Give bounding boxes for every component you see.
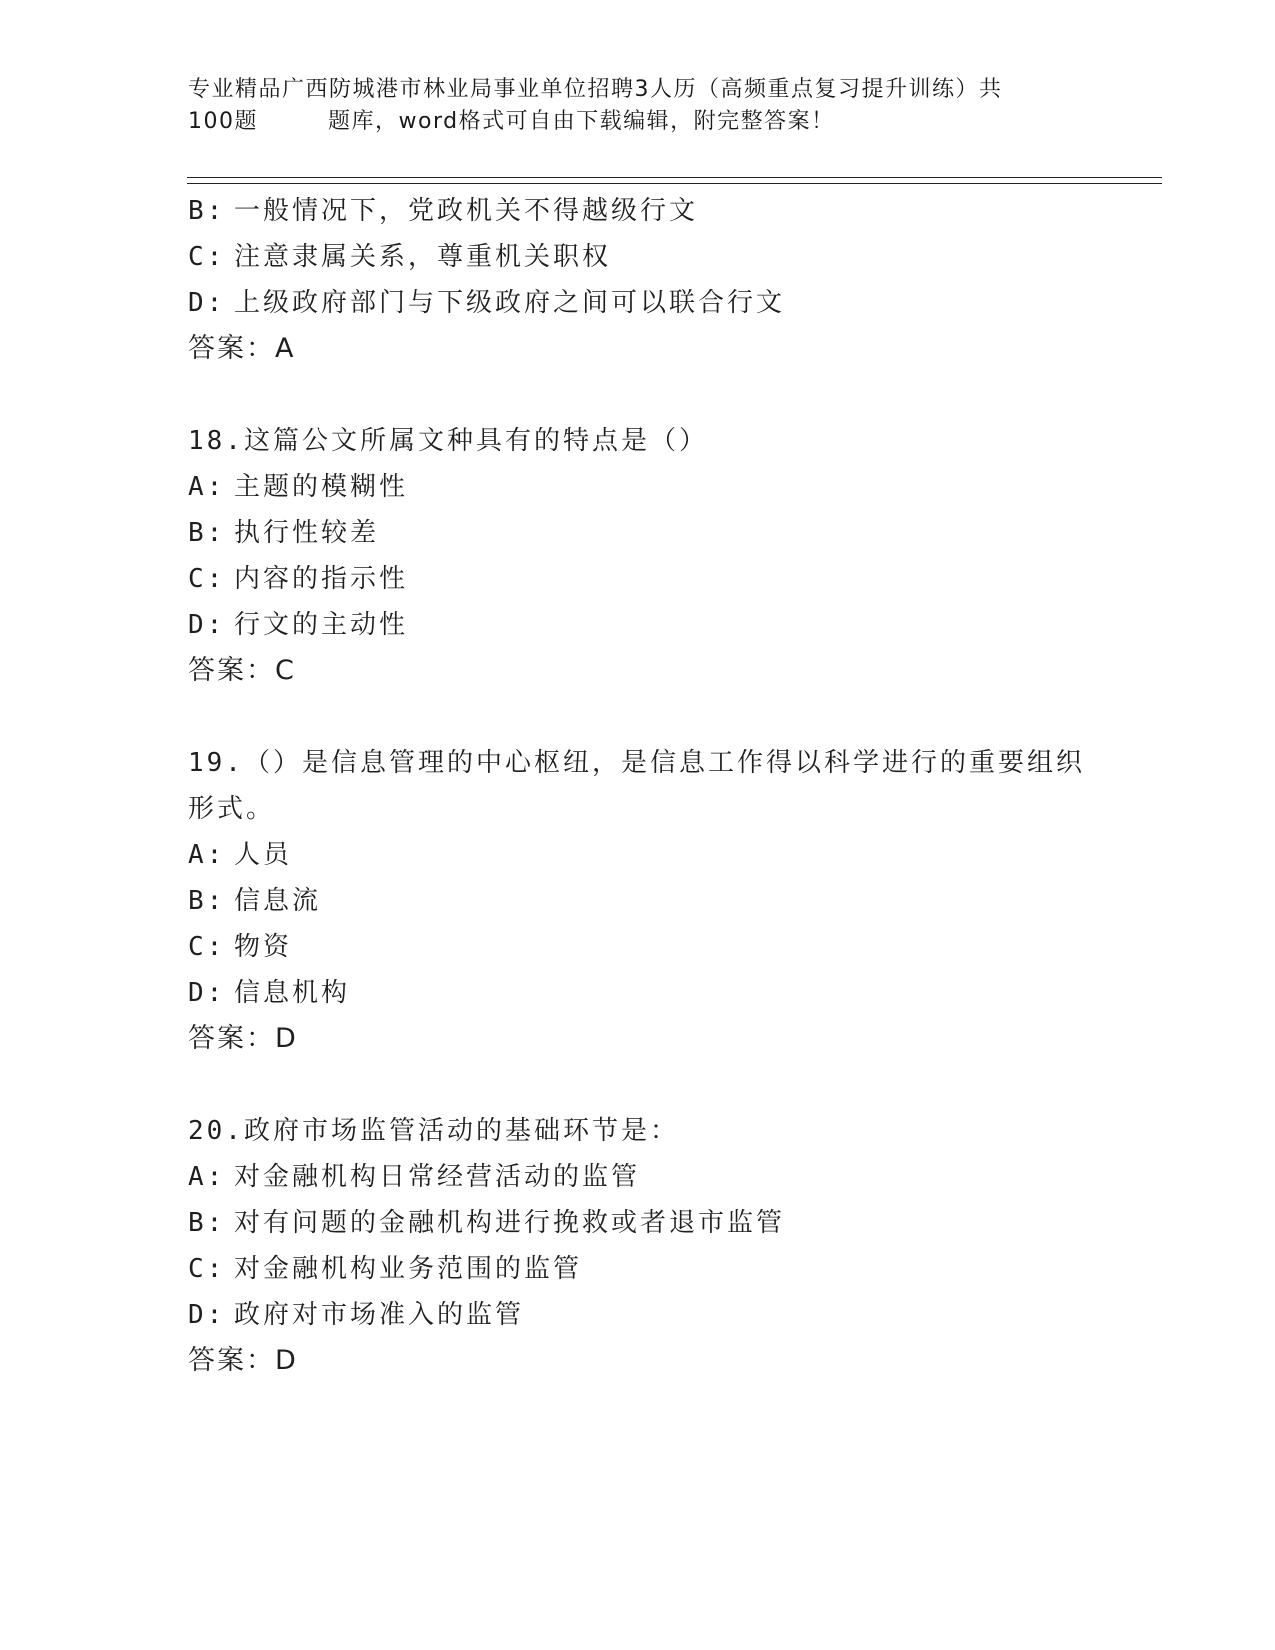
question-18: [188, 418, 1088, 694]
header-title-line-1: 专业精品广西防城港市林业局事业单位招聘3人历（高频重点复习提升训练）共: [188, 77, 1003, 102]
option-c: C: 注意隶属关系，尊重机关职权: [188, 242, 612, 272]
question-list: [188, 188, 1088, 1384]
option-b: B: 一般情况下，党政机关不得越级行文: [188, 196, 699, 226]
option-b: B: 执行性较差: [188, 518, 380, 548]
question-text: 20.政府市场监管活动的基础环节是：: [188, 1116, 679, 1146]
option-b: B: 对有问题的金融机构进行挽救或者退市监管: [188, 1208, 786, 1238]
answer-line: 答案：D: [188, 1345, 298, 1376]
option-a: A: 对金融机构日常经营活动的监管: [188, 1162, 641, 1192]
question-19: [188, 740, 1088, 1062]
option-c: C: 内容的指示性: [188, 564, 409, 594]
document-header: [188, 74, 1068, 138]
option-b: B: 信息流: [188, 886, 322, 916]
option-d: D: 行文的主动性: [188, 610, 409, 640]
question-text: 18.这篇公文所属文种具有的特点是（）: [188, 426, 708, 456]
question-17-tail: [188, 188, 1088, 372]
header-question-count: 100题: [188, 109, 258, 134]
question-20: [188, 1108, 1088, 1384]
option-c: C: 物资: [188, 932, 293, 962]
option-c: C: 对金融机构业务范围的监管: [188, 1254, 583, 1284]
header-title-line-2: [188, 106, 1068, 138]
answer-line: 答案：A: [188, 333, 296, 364]
option-d: D: 信息机构: [188, 978, 351, 1008]
header-description: 题库，word格式可自由下载编辑，附完整答案！: [328, 109, 835, 134]
question-text-line-2: 形式。: [188, 794, 276, 824]
option-d: D: 上级政府部门与下级政府之间可以联合行文: [188, 288, 786, 318]
answer-line: 答案：D: [188, 1023, 298, 1054]
question-text-line-1: 19.（）是信息管理的中心枢纽，是信息工作得以科学进行的重要组织: [188, 748, 1085, 778]
option-a: A: 主题的模糊性: [188, 472, 409, 502]
header-divider-top: [187, 177, 1162, 178]
option-d: D: 政府对市场准入的监管: [188, 1300, 525, 1330]
option-a: A: 人员: [188, 840, 293, 870]
answer-line: 答案：C: [188, 655, 296, 686]
header-divider-bottom: [187, 183, 1162, 184]
